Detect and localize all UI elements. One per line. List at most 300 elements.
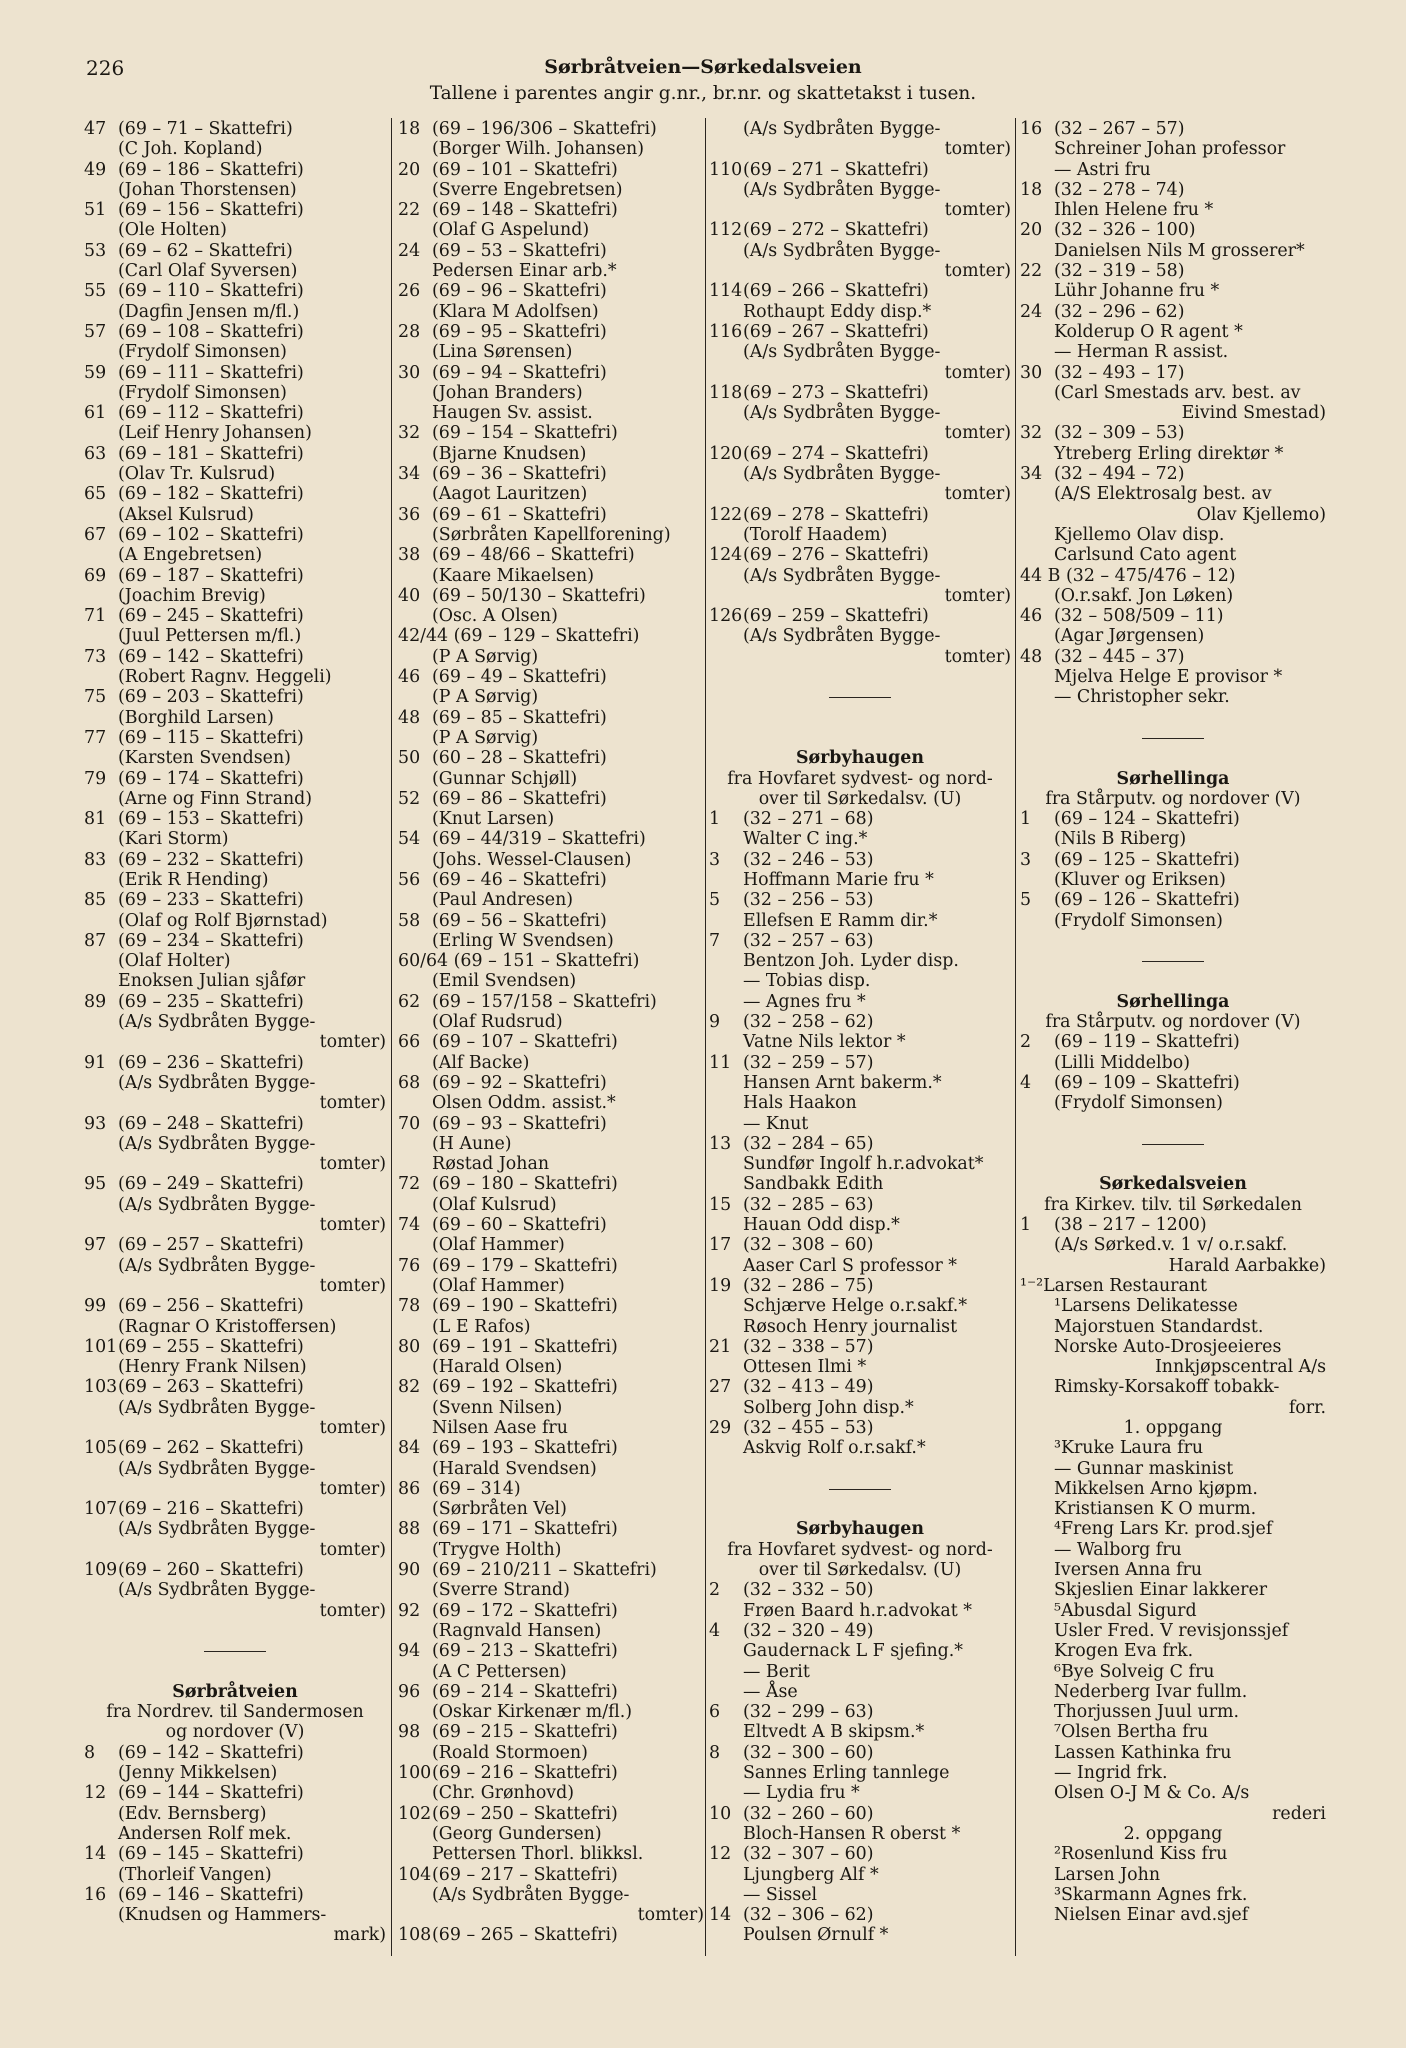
entry-text: (69 – 257 – Skattefri): [118, 1235, 304, 1256]
entry-text: (Edv. Bernsberg): [118, 1803, 267, 1824]
spacer: [1020, 971, 1326, 991]
entry-line: [1020, 220, 1326, 240]
entry-text: (Gunnar Schjøll): [432, 768, 578, 789]
entry-text: Lühr Johanne fru *: [1054, 281, 1220, 302]
entry-text: (69 – 191 – Skattefri): [432, 1336, 618, 1357]
entry-text: Iversen Anna fru: [1054, 1560, 1203, 1581]
entry-line: [709, 1580, 1011, 1600]
entry-text: (Erik R Hending): [118, 869, 269, 890]
entry-line: [709, 1256, 1011, 1276]
entry-line: [709, 261, 1011, 281]
entry-text: fra Hovfaret sydvest- og nord-: [727, 1539, 993, 1560]
entry-text: (69 – 153 – Skattefri): [118, 809, 304, 830]
entry-line: [398, 261, 704, 281]
entry-text: Majorstuen Standardst.: [1054, 1316, 1264, 1337]
entry-text: (Olaf og Rolf Bjørnstad): [118, 910, 328, 931]
entry-line: [709, 505, 1011, 525]
house-number: 9: [709, 1012, 721, 1033]
entry-text: (69 – 216 – Skattefri): [118, 1499, 304, 1520]
entry-text: (Arne og Finn Strand): [118, 788, 313, 809]
entry-line: [84, 1195, 386, 1215]
entry-line: [709, 1601, 1011, 1621]
entry-line: [709, 1905, 1011, 1925]
entry-line: [84, 1174, 386, 1194]
entry-line: [398, 931, 704, 951]
entry-text: (69 – 157/158 – Skattefri): [432, 991, 657, 1012]
entry-text: (69 – 101 – Skattefri): [432, 159, 618, 180]
entry-line: [709, 1317, 1011, 1337]
entry-text: (Johs. Wessel-Clausen): [432, 849, 632, 870]
entry-text: (69 – 144 – Skattefri): [118, 1783, 304, 1804]
house-number: 46: [398, 667, 421, 688]
entry-text: Solberg John disp.*: [743, 1397, 914, 1418]
house-number: 122: [709, 504, 743, 525]
entry-line: [84, 708, 386, 728]
entry-text: (Trygve Holth): [432, 1539, 562, 1560]
entry-line: [398, 1235, 704, 1255]
house-number: 32: [1020, 423, 1043, 444]
entry-line: [709, 423, 1011, 443]
entry-line: [709, 1114, 1011, 1134]
entry-text: (69 – 192 – Skattefri): [432, 1377, 618, 1398]
entry-line: [398, 1377, 704, 1397]
entry-text: (Kluver og Eriksen): [1054, 869, 1226, 890]
entry-line: [84, 829, 386, 849]
entry-line: [709, 1235, 1011, 1255]
entry-text: (A/s Sydbråten Bygge-: [743, 464, 941, 485]
entry-line: [84, 1012, 386, 1032]
entry-line: [709, 1682, 1011, 1702]
house-number: 77: [84, 727, 107, 748]
entry-line: [398, 200, 704, 220]
entry-text: forr.: [1288, 1397, 1326, 1418]
entry-line: [84, 484, 386, 504]
entry-text: (69 – 112 – Skattefri): [118, 403, 304, 424]
entry-text: (A/s Sydbråten Bygge-: [118, 1397, 316, 1418]
entry-line: [709, 1763, 1011, 1783]
entry-text: (69 – 245 – Skattefri): [118, 606, 304, 627]
entry-text: 44 B (32 – 475/476 – 12): [1020, 565, 1236, 586]
entry-line: [709, 1865, 1011, 1885]
entry-line: [84, 687, 386, 707]
entry-text: (69 – 108 – Skattefri): [118, 321, 304, 342]
spacer: [1020, 1114, 1326, 1134]
page-title: Sørbråtveien—Sørkedalsveien: [544, 56, 862, 78]
house-number: 54: [398, 829, 421, 850]
page-number: 226: [86, 56, 125, 80]
entry-text: (69 – 259 – Skattefri): [743, 606, 929, 627]
entry-text: (32 – 494 – 72): [1054, 464, 1185, 485]
entry-line: [84, 870, 386, 890]
entry-text: (69 – 213 – Skattefri): [432, 1641, 618, 1662]
entry-text: (69 – 267 – Skattefri): [743, 321, 929, 342]
entry-text: — Lydia fru *: [743, 1783, 860, 1804]
entry-text: Olsen Oddm. assist.*: [432, 1093, 616, 1114]
house-number: 2: [1020, 1032, 1032, 1053]
entry-line: [1020, 1053, 1326, 1073]
entry-line: [84, 403, 386, 423]
entry-line: [1020, 1519, 1326, 1539]
entry-line: [84, 525, 386, 545]
entry-text: Lassen Kathinka fru: [1054, 1742, 1232, 1763]
entry-line: [398, 1844, 704, 1864]
house-number: 79: [84, 768, 107, 789]
entry-text: (32 – 307 – 60): [743, 1844, 874, 1865]
entry-line: [709, 647, 1011, 667]
entry-text: (Olaf Kulsrud): [432, 1194, 557, 1215]
entry-line: [709, 971, 1011, 991]
entry-text: (69 – 125 – Skattefri): [1054, 849, 1240, 870]
entry-line: [1020, 464, 1326, 484]
entry-line: [84, 1032, 386, 1052]
street-name: Sørbråtveien: [172, 1681, 298, 1702]
entry-text: (69 – 249 – Skattefri): [118, 1174, 304, 1195]
entry-line: [398, 464, 704, 484]
entry-line: [398, 383, 704, 403]
entry-text: — Christopher sekr.: [1054, 687, 1230, 708]
entry-line: [1020, 139, 1326, 159]
house-number: 56: [398, 869, 421, 890]
entry-text: (32 – 257 – 63): [743, 930, 874, 951]
entry-text: (Frydolf Simonsen): [1054, 910, 1223, 931]
house-number: 69: [84, 565, 107, 586]
entry-line: [84, 281, 386, 301]
entry-line: [1020, 1398, 1326, 1418]
entry-line: [709, 829, 1011, 849]
entry-text: (32 – 258 – 62): [743, 1012, 874, 1033]
house-number: 92: [398, 1600, 421, 1621]
entry-text: tomter): [944, 200, 1011, 221]
entry-line: [398, 1215, 704, 1235]
section-subheading: [709, 769, 1011, 789]
entry-line: [709, 160, 1011, 180]
house-number: 73: [84, 646, 107, 667]
entry-text: (A/s Sydbråten Bygge-: [118, 1012, 316, 1033]
entry-line: [84, 1844, 386, 1864]
entry-text: Kjellemo Olav disp.: [1054, 524, 1225, 545]
entry-text: Sandbakk Edith: [743, 1174, 884, 1195]
house-number: 102: [398, 1803, 432, 1824]
entry-text: (69 – 180 – Skattefri): [432, 1174, 618, 1195]
entry-line: [709, 1398, 1011, 1418]
house-number: 17: [709, 1235, 732, 1256]
entry-line: [709, 302, 1011, 322]
entry-line: [84, 1317, 386, 1337]
entry-line: [1020, 911, 1326, 931]
entry-text: (69 – 56 – Skattefri): [432, 910, 607, 931]
entry-text: Kolderup O R agent *: [1054, 321, 1243, 342]
entry-line: [1020, 667, 1326, 687]
entry-line: [398, 302, 704, 322]
house-number: 36: [398, 504, 421, 525]
entry-line: [398, 850, 704, 870]
house-number: 116: [709, 321, 743, 342]
entry-text: (Ragnar O Kristoffersen): [118, 1316, 337, 1337]
house-number: 110: [709, 159, 743, 180]
entry-line: [709, 1093, 1011, 1113]
entry-line: [84, 261, 386, 281]
entry-line: [709, 281, 1011, 301]
entry-text: tomter): [319, 1215, 386, 1236]
house-number: 4: [1020, 1072, 1032, 1093]
entry-line: [1020, 1317, 1326, 1337]
entry-text: Eltvedt A B skipsm.*: [743, 1722, 925, 1743]
entry-text: (32 – 300 – 60): [743, 1742, 874, 1763]
entry-text: ⁷Olsen Bertha fru: [1054, 1722, 1209, 1743]
entry-text: (Svenn Nilsen): [432, 1397, 563, 1418]
section-rule: [84, 1641, 386, 1661]
entry-line: [1020, 1235, 1326, 1255]
section-subheading: [84, 1702, 386, 1722]
entry-line: [398, 1032, 704, 1052]
entry-line: [84, 1519, 386, 1539]
entry-line: [709, 1154, 1011, 1174]
entry-text: (32 – 308 – 60): [743, 1235, 874, 1256]
entry-line: [398, 1662, 704, 1682]
entry-line: [398, 180, 704, 200]
entry-line: [709, 1743, 1011, 1763]
entry-text: Sundfør Ingolf h.r.advokat*: [743, 1154, 984, 1175]
section-subheading: [709, 1560, 1011, 1580]
house-number: 76: [398, 1255, 421, 1276]
section-rule: [1020, 1134, 1326, 1154]
entry-text: Walter C ing.*: [743, 829, 868, 850]
entry-text: (69 – 196/306 – Skattefri): [432, 119, 657, 139]
entry-text: (32 – 286 – 75): [743, 1275, 874, 1296]
house-number: 96: [398, 1681, 421, 1702]
entry-line: [1020, 1459, 1326, 1479]
entry-line: [398, 1499, 704, 1519]
entry-line: [84, 363, 386, 383]
section-heading: [1020, 992, 1326, 1012]
spacer: [709, 667, 1011, 687]
entry-text: (69 – 181 – Skattefri): [118, 443, 304, 464]
entry-text: (69 – 171 – Skattefri): [432, 1519, 618, 1540]
entry-text: Danielsen Nils M grosserer*: [1054, 240, 1305, 261]
house-number: 94: [398, 1641, 421, 1662]
column-1: [84, 119, 386, 1946]
entry-text: (Osc. A Olsen): [432, 606, 558, 627]
entry-line: [398, 423, 704, 443]
entry-line: [1020, 1499, 1326, 1519]
entry-text: mark): [333, 1925, 386, 1946]
column-4: [1020, 119, 1326, 1925]
entry-text: (A/s Sydbråten Bygge-: [118, 1255, 316, 1276]
entry-text: fra Stårputv. og nordover (V): [1045, 1012, 1301, 1033]
entry-line: [84, 1459, 386, 1479]
entry-line: [84, 890, 386, 910]
entry-text: 60/64 (69 – 151 – Skattefri): [398, 951, 640, 972]
entry-line: [84, 1824, 386, 1844]
entry-line: [84, 586, 386, 606]
entry-line: [709, 383, 1011, 403]
entry-line: [84, 200, 386, 220]
entry-text: (69 – 203 – Skattefri): [118, 687, 304, 708]
section-heading: [709, 1519, 1011, 1539]
house-number: 62: [398, 991, 421, 1012]
entry-line: [709, 1844, 1011, 1864]
entry-text: (32 – 445 – 37): [1054, 646, 1185, 667]
entry-text: (O.r.sakf. Jon Løken): [1054, 585, 1234, 606]
spacer: [709, 1459, 1011, 1479]
house-number: 46: [1020, 606, 1043, 627]
house-number: 99: [84, 1296, 107, 1317]
entry-text: (69 – 86 – Skattefri): [432, 788, 607, 809]
entry-text: Ljungberg Alf *: [743, 1864, 879, 1885]
entry-line: [84, 1256, 386, 1276]
entry-line: [1020, 647, 1326, 667]
entry-text: (69 – 148 – Skattefri): [432, 200, 618, 221]
entry-text: (32 – 338 – 57): [743, 1336, 874, 1357]
entry-line: [84, 444, 386, 464]
entry-line: [1020, 829, 1326, 849]
entry-line: [709, 992, 1011, 1012]
entry-text: tomter): [944, 646, 1011, 667]
entry-line: [709, 241, 1011, 261]
house-number: 24: [398, 240, 421, 261]
house-number: 58: [398, 910, 421, 931]
entry-line: [1020, 484, 1326, 504]
entry-text: (Leif Henry Johansen): [118, 423, 312, 444]
house-number: 80: [398, 1336, 421, 1357]
house-number: 48: [398, 707, 421, 728]
entry-line: [398, 890, 704, 910]
entry-text: (Kaare Mikaelsen): [432, 565, 594, 586]
entry-text: (69 – 107 – Skattefri): [432, 1032, 618, 1053]
entry-text: (69 – 50/130 – Skattefri): [432, 585, 646, 606]
entry-line: [1020, 1804, 1326, 1824]
entry-text: (A/s Sydbråten Bygge-: [743, 179, 941, 200]
house-number: 1: [1020, 809, 1032, 830]
house-number: 51: [84, 200, 107, 221]
entry-text: ³Skarmann Agnes frk.: [1054, 1884, 1248, 1905]
entry-line: [398, 1073, 704, 1093]
entry-text: (L E Rafos): [432, 1316, 531, 1337]
house-number: 34: [1020, 464, 1043, 485]
entry-line: [84, 1235, 386, 1255]
entry-line: [84, 545, 386, 565]
entry-line: [84, 505, 386, 525]
entry-line: [1020, 809, 1326, 829]
house-number: 84: [398, 1438, 421, 1459]
entry-line: [1020, 1256, 1326, 1276]
entry-text: (32 – 256 – 53): [743, 890, 874, 911]
section-subheading: [1020, 1012, 1326, 1032]
entry-text: (32 – 296 – 62): [1054, 301, 1185, 322]
entry-line: [709, 1885, 1011, 1905]
house-number: 57: [84, 321, 107, 342]
entry-line: [398, 281, 704, 301]
entry-line: [84, 1438, 386, 1458]
entry-text: (69 – 262 – Skattefri): [118, 1438, 304, 1459]
entry-text: (32 – 299 – 63): [743, 1702, 874, 1723]
entry-line: [709, 1418, 1011, 1438]
entry-line: [84, 748, 386, 768]
entry-line: [84, 1560, 386, 1580]
entry-text: (69 – 233 – Skattefri): [118, 890, 304, 911]
entry-line: [84, 1377, 386, 1397]
house-number: 6: [709, 1702, 721, 1723]
house-number: 50: [398, 748, 421, 769]
house-number: 98: [398, 1722, 421, 1743]
entry-text: (69 – 260 – Skattefri): [118, 1560, 304, 1581]
entry-line: [709, 566, 1011, 586]
entry-line: [1020, 180, 1326, 200]
entry-text: (69 – 276 – Skattefri): [743, 545, 929, 566]
house-number: 4: [709, 1620, 721, 1641]
entry-text: Kristiansen K O murm.: [1054, 1499, 1257, 1520]
entry-text: (A Engebretsen): [118, 545, 263, 566]
entry-line: [84, 1276, 386, 1296]
entry-text: Ellefsen E Ramm dir.*: [743, 910, 938, 931]
entry-text: tomter): [637, 1905, 704, 1926]
entry-line: [398, 119, 704, 139]
entry-text: Aaser Carl S professor *: [743, 1255, 958, 1276]
house-number: 120: [709, 443, 743, 464]
entry-text: (32 – 413 – 49): [743, 1377, 874, 1398]
entry-line: [1020, 1296, 1326, 1316]
entry-line: [1020, 505, 1326, 525]
entry-line: [398, 1317, 704, 1337]
entry-text: (Frydolf Simonsen): [118, 382, 287, 403]
entry-line: [1020, 1844, 1326, 1864]
entry-line: [84, 322, 386, 342]
entry-text: Pettersen Thorl. blikksl.: [432, 1844, 644, 1865]
house-number: 101: [84, 1336, 118, 1357]
section-subheading: [1020, 1418, 1326, 1438]
entry-text: Pedersen Einar arb.*: [432, 261, 617, 282]
spacer: [1020, 1154, 1326, 1174]
entry-text: Andersen Rolf mek.: [118, 1823, 292, 1844]
entry-line: [1020, 444, 1326, 464]
entry-line: [84, 1093, 386, 1113]
entry-text: (A/s Sydbråten Bygge-: [432, 1884, 630, 1905]
entry-text: Rothaupt Eddy disp.*: [743, 301, 932, 322]
house-number: 12: [709, 1844, 732, 1865]
entry-line: [709, 850, 1011, 870]
entry-line: [709, 200, 1011, 220]
entry-text: (Paul Andresen): [432, 890, 574, 911]
house-number: 78: [398, 1296, 421, 1317]
entry-line: [709, 1357, 1011, 1377]
entry-text: (A C Pettersen): [432, 1661, 567, 1682]
entry-line: [709, 464, 1011, 484]
entry-line: [84, 160, 386, 180]
entry-line: [84, 1296, 386, 1316]
entry-line: [709, 1824, 1011, 1844]
spacer: [709, 708, 1011, 728]
entry-line: [1020, 850, 1326, 870]
section-subheading: [709, 789, 1011, 809]
house-number: 3: [1020, 849, 1032, 870]
entry-text: (69 – 95 – Skattefri): [432, 321, 607, 342]
entry-text: (69 – 214 – Skattefri): [432, 1681, 618, 1702]
entry-line: [398, 1195, 704, 1215]
house-number: 19: [709, 1275, 732, 1296]
entry-text: Larsen John: [1054, 1864, 1161, 1885]
entry-text: (69 – 96 – Skattefri): [432, 281, 607, 302]
house-number: 20: [1020, 220, 1043, 241]
entry-line: [709, 342, 1011, 362]
entry-text: (Dagfin Jensen m/fl.): [118, 301, 300, 322]
house-number: 97: [84, 1235, 107, 1256]
entry-text: (32 – 508/509 – 11): [1054, 606, 1224, 627]
entry-line: [709, 1783, 1011, 1803]
entry-line: [398, 363, 704, 383]
entry-line: [398, 1804, 704, 1824]
house-number: 13: [709, 1133, 732, 1154]
entry-line: [709, 1276, 1011, 1296]
